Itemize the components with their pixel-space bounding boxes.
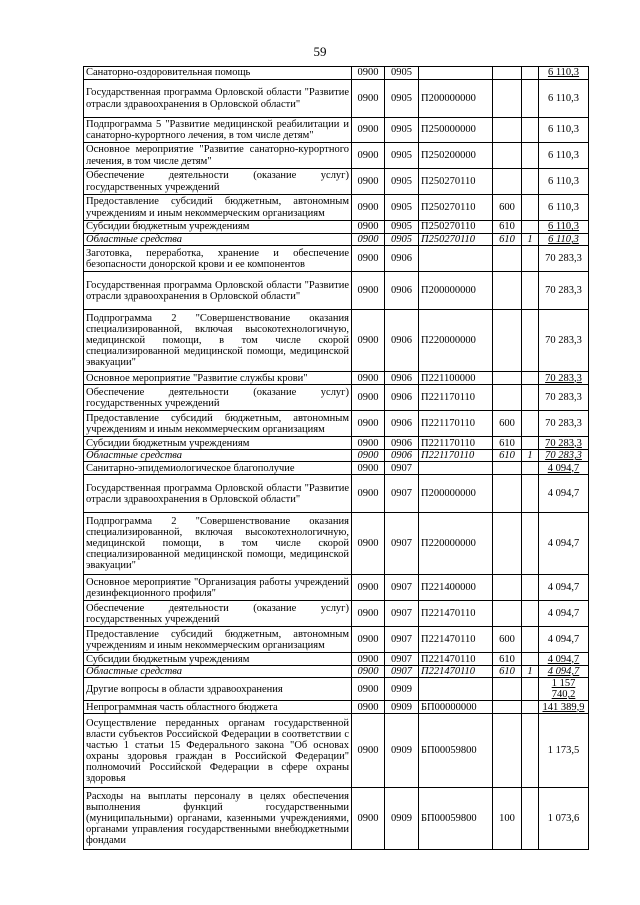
- row-name: Непрограммная часть областного бюджета: [84, 701, 352, 714]
- amount: 4 094,7: [539, 513, 589, 575]
- subsection-code: 0905: [385, 169, 419, 195]
- expense-type-code: 610: [493, 666, 522, 678]
- row-name: Обеспечение деятельности (оказание услуг) государственных учреждений: [84, 169, 352, 195]
- target-article-code: БП00059800: [419, 788, 493, 850]
- section-code: 0900: [352, 450, 385, 462]
- funding-source-code: [522, 372, 539, 385]
- table-row: [84, 627, 589, 653]
- subsection-code: 0905: [385, 118, 419, 143]
- target-article-code: П250270110: [419, 169, 493, 195]
- row-name: Расходы на выплаты персоналу в целях обеспечения выполнения функций государственными (муниципальными) органами, казенными учреждениями, органами управления государственными внебюджетными фондами: [84, 788, 352, 850]
- row-name: Государственная программа Орловской области "Развитие отрасли здравоохранения в Орловской области": [84, 272, 352, 310]
- funding-source-code: 1: [522, 450, 539, 462]
- amount: 70 283,3: [539, 310, 589, 372]
- amount: 141 389,9: [539, 701, 589, 714]
- target-article-code: П221470110: [419, 653, 493, 666]
- page-number: 59: [313, 44, 327, 59]
- target-article-code: П221400000: [419, 575, 493, 601]
- amount: 6 110,3: [539, 118, 589, 143]
- section-code: 0900: [352, 701, 385, 714]
- expense-type-code: [493, 372, 522, 385]
- amount: 6 110,3: [539, 221, 589, 234]
- subsection-code: 0906: [385, 372, 419, 385]
- funding-source-code: [522, 118, 539, 143]
- target-article-code: П221170110: [419, 437, 493, 450]
- row-name: Областные средства: [84, 234, 352, 246]
- funding-source-code: [522, 411, 539, 437]
- funding-source-code: [522, 272, 539, 310]
- funding-source-code: [522, 80, 539, 118]
- expense-type-code: 600: [493, 627, 522, 653]
- funding-source-code: [522, 195, 539, 221]
- amount: 6 110,3: [539, 143, 589, 169]
- table-row: [84, 221, 589, 234]
- section-code: 0900: [352, 385, 385, 411]
- funding-source-code: [522, 627, 539, 653]
- subsection-code: 0909: [385, 788, 419, 850]
- subsection-code: 0906: [385, 272, 419, 310]
- row-name: Обеспечение деятельности (оказание услуг) государственных учреждений: [84, 385, 352, 411]
- expense-type-code: [493, 385, 522, 411]
- amount: 4 094,7: [539, 601, 589, 627]
- funding-source-code: [522, 714, 539, 788]
- section-code: 0900: [352, 653, 385, 666]
- expense-type-code: [493, 118, 522, 143]
- section-code: 0900: [352, 411, 385, 437]
- section-code: 0900: [352, 462, 385, 475]
- target-article-code: БП00000000: [419, 701, 493, 714]
- subsection-code: 0907: [385, 653, 419, 666]
- funding-source-code: [522, 575, 539, 601]
- table-row: [84, 513, 589, 575]
- table-row: [84, 701, 589, 714]
- amount: 1 157 740,2: [539, 678, 589, 701]
- row-name: Предоставление субсидий бюджетным, автономным учреждениям и иным некоммерческим организациям: [84, 627, 352, 653]
- section-code: 0900: [352, 666, 385, 678]
- target-article-code: П220000000: [419, 310, 493, 372]
- section-code: 0900: [352, 513, 385, 575]
- subsection-code: 0906: [385, 450, 419, 462]
- section-code: 0900: [352, 246, 385, 272]
- subsection-code: 0909: [385, 701, 419, 714]
- subsection-code: 0907: [385, 475, 419, 513]
- amount: 4 094,7: [539, 666, 589, 678]
- expense-type-code: 600: [493, 195, 522, 221]
- target-article-code: П200000000: [419, 475, 493, 513]
- funding-source-code: 1: [522, 666, 539, 678]
- section-code: 0900: [352, 195, 385, 221]
- table-row: [84, 462, 589, 475]
- row-name: Подпрограмма 5 "Развитие медицинской реабилитации и санаторно-курортного лечения, в том числе детям": [84, 118, 352, 143]
- expense-type-code: [493, 575, 522, 601]
- amount: 70 283,3: [539, 411, 589, 437]
- amount: 70 283,3: [539, 246, 589, 272]
- amount: 6 110,3: [539, 67, 589, 80]
- amount: 4 094,7: [539, 475, 589, 513]
- target-article-code: П200000000: [419, 272, 493, 310]
- row-name: Субсидии бюджетным учреждениям: [84, 653, 352, 666]
- expense-type-code: [493, 310, 522, 372]
- target-article-code: П221100000: [419, 372, 493, 385]
- expense-type-code: [493, 272, 522, 310]
- table-row: [84, 601, 589, 627]
- expense-type-code: 100: [493, 788, 522, 850]
- row-name: Санаторно-оздоровительная помощь: [84, 67, 352, 80]
- target-article-code: [419, 462, 493, 475]
- row-name: Областные средства: [84, 666, 352, 678]
- expense-type-code: [493, 80, 522, 118]
- target-article-code: П221170110: [419, 411, 493, 437]
- target-article-code: П250270110: [419, 234, 493, 246]
- amount: 70 283,3: [539, 437, 589, 450]
- expense-type-code: [493, 143, 522, 169]
- section-code: 0900: [352, 272, 385, 310]
- section-code: 0900: [352, 575, 385, 601]
- table-row: [84, 437, 589, 450]
- section-code: 0900: [352, 67, 385, 80]
- table-row: [84, 372, 589, 385]
- funding-source-code: [522, 678, 539, 701]
- expense-type-code: 610: [493, 437, 522, 450]
- table-row: [84, 118, 589, 143]
- funding-source-code: [522, 437, 539, 450]
- funding-source-code: 1: [522, 234, 539, 246]
- section-code: 0900: [352, 678, 385, 701]
- target-article-code: БП00059800: [419, 714, 493, 788]
- subsection-code: 0909: [385, 678, 419, 701]
- expense-type-code: [493, 462, 522, 475]
- subsection-code: 0907: [385, 601, 419, 627]
- amount: 70 283,3: [539, 450, 589, 462]
- table-row: [84, 450, 589, 462]
- amount: 70 283,3: [539, 372, 589, 385]
- table-row: [84, 788, 589, 850]
- amount: 6 110,3: [539, 234, 589, 246]
- expense-type-code: [493, 701, 522, 714]
- table-row: [84, 653, 589, 666]
- row-name: Основное мероприятие "Организация работы учреждений дезинфекционного профиля": [84, 575, 352, 601]
- section-code: 0900: [352, 627, 385, 653]
- expense-type-code: [493, 601, 522, 627]
- subsection-code: 0905: [385, 67, 419, 80]
- subsection-code: 0907: [385, 666, 419, 678]
- expense-type-code: [493, 714, 522, 788]
- target-article-code: [419, 67, 493, 80]
- section-code: 0900: [352, 601, 385, 627]
- row-name: Заготовка, переработка, хранение и обеспечение безопасности донорской крови и ее компонентов: [84, 246, 352, 272]
- section-code: 0900: [352, 118, 385, 143]
- section-code: 0900: [352, 310, 385, 372]
- amount: 6 110,3: [539, 169, 589, 195]
- target-article-code: П221470110: [419, 627, 493, 653]
- target-article-code: [419, 678, 493, 701]
- subsection-code: 0906: [385, 437, 419, 450]
- row-name: Санитарно-эпидемиологическое благополучие: [84, 462, 352, 475]
- expense-type-code: 610: [493, 221, 522, 234]
- section-code: 0900: [352, 714, 385, 788]
- section-code: 0900: [352, 372, 385, 385]
- table-row: [84, 385, 589, 411]
- target-article-code: П221170110: [419, 385, 493, 411]
- table-row: [84, 246, 589, 272]
- subsection-code: 0907: [385, 513, 419, 575]
- target-article-code: П250200000: [419, 143, 493, 169]
- subsection-code: 0906: [385, 310, 419, 372]
- section-code: 0900: [352, 143, 385, 169]
- target-article-code: П250270110: [419, 195, 493, 221]
- section-code: 0900: [352, 80, 385, 118]
- expense-type-code: [493, 475, 522, 513]
- expense-type-code: [493, 246, 522, 272]
- subsection-code: 0909: [385, 714, 419, 788]
- subsection-code: 0906: [385, 385, 419, 411]
- expense-type-code: [493, 678, 522, 701]
- target-article-code: П220000000: [419, 513, 493, 575]
- table-row: [84, 272, 589, 310]
- row-name: Областные средства: [84, 450, 352, 462]
- amount: 4 094,7: [539, 653, 589, 666]
- subsection-code: 0907: [385, 575, 419, 601]
- expense-type-code: 600: [493, 411, 522, 437]
- funding-source-code: [522, 385, 539, 411]
- funding-source-code: [522, 143, 539, 169]
- table-row: [84, 169, 589, 195]
- table-row: [84, 714, 589, 788]
- subsection-code: 0905: [385, 80, 419, 118]
- table-row: [84, 234, 589, 246]
- expense-type-code: [493, 513, 522, 575]
- target-article-code: П250000000: [419, 118, 493, 143]
- table-row: [84, 195, 589, 221]
- row-name: Государственная программа Орловской области "Развитие отрасли здравоохранения в Орловской области": [84, 80, 352, 118]
- funding-source-code: [522, 513, 539, 575]
- row-name: Предоставление субсидий бюджетным, автономным учреждениям и иным некоммерческим организациям: [84, 195, 352, 221]
- expense-type-code: 610: [493, 450, 522, 462]
- table-row: [84, 67, 589, 80]
- funding-source-code: [522, 462, 539, 475]
- table-row: [84, 475, 589, 513]
- amount: 4 094,7: [539, 462, 589, 475]
- expense-type-code: [493, 67, 522, 80]
- section-code: 0900: [352, 221, 385, 234]
- subsection-code: 0907: [385, 462, 419, 475]
- table-row: [84, 310, 589, 372]
- section-code: 0900: [352, 437, 385, 450]
- row-name: Подпрограмма 2 "Совершенствование оказания специализированной, включая высокотехнологичную, медицинской помощи, в том числе скорой специализированной медицинской помощи, медицинской эвакуации": [84, 310, 352, 372]
- funding-source-code: [522, 601, 539, 627]
- subsection-code: 0906: [385, 411, 419, 437]
- amount: 4 094,7: [539, 575, 589, 601]
- expense-type-code: [493, 169, 522, 195]
- target-article-code: П221470110: [419, 601, 493, 627]
- amount: 70 283,3: [539, 385, 589, 411]
- funding-source-code: [522, 475, 539, 513]
- subsection-code: 0905: [385, 143, 419, 169]
- budget-table: [83, 66, 589, 850]
- amount: 6 110,3: [539, 195, 589, 221]
- funding-source-code: [522, 221, 539, 234]
- amount: 1 073,6: [539, 788, 589, 850]
- row-name: Субсидии бюджетным учреждениям: [84, 437, 352, 450]
- expense-type-code: 610: [493, 653, 522, 666]
- row-name: Основное мероприятие "Развитие санаторно-курортного лечения, в том числе детям": [84, 143, 352, 169]
- funding-source-code: [522, 246, 539, 272]
- row-name: Предоставление субсидий бюджетным, автономным учреждениям и иным некоммерческим организациям: [84, 411, 352, 437]
- row-name: Субсидии бюджетным учреждениям: [84, 221, 352, 234]
- funding-source-code: [522, 788, 539, 850]
- table-row: [84, 678, 589, 701]
- subsection-code: 0906: [385, 246, 419, 272]
- subsection-code: 0907: [385, 627, 419, 653]
- funding-source-code: [522, 169, 539, 195]
- amount: 1 173,5: [539, 714, 589, 788]
- funding-source-code: [522, 67, 539, 80]
- subsection-code: 0905: [385, 221, 419, 234]
- section-code: 0900: [352, 788, 385, 850]
- target-article-code: П200000000: [419, 80, 493, 118]
- section-code: 0900: [352, 475, 385, 513]
- table-row: [84, 143, 589, 169]
- row-name: Обеспечение деятельности (оказание услуг) государственных учреждений: [84, 601, 352, 627]
- row-name: Государственная программа Орловской области "Развитие отрасли здравоохранения в Орловской области": [84, 475, 352, 513]
- section-code: 0900: [352, 169, 385, 195]
- table-row: [84, 411, 589, 437]
- row-name: Осуществление переданных органам государственной власти субъектов Российской Федерации в соответствии с частью 1 статьи 15 Федерального закона "Об основах охраны здоровья граждан в Российской Федерации" полномочий Российской Федерации в сфере охраны здоровья: [84, 714, 352, 788]
- funding-source-code: [522, 653, 539, 666]
- target-article-code: П250270110: [419, 221, 493, 234]
- row-name: Основное мероприятие "Развитие службы крови": [84, 372, 352, 385]
- table-row: [84, 666, 589, 678]
- target-article-code: [419, 246, 493, 272]
- amount: 4 094,7: [539, 627, 589, 653]
- target-article-code: П221170110: [419, 450, 493, 462]
- subsection-code: 0905: [385, 195, 419, 221]
- funding-source-code: [522, 701, 539, 714]
- section-code: 0900: [352, 234, 385, 246]
- row-name: Другие вопросы в области здравоохранения: [84, 678, 352, 701]
- subsection-code: 0905: [385, 234, 419, 246]
- funding-source-code: [522, 310, 539, 372]
- table-row: [84, 575, 589, 601]
- row-name: Подпрограмма 2 "Совершенствование оказания специализированной, включая высокотехнологичную, медицинской помощи, в том числе скорой специализированной медицинской помощи, медицинской эвакуации": [84, 513, 352, 575]
- expense-type-code: 610: [493, 234, 522, 246]
- amount: 70 283,3: [539, 272, 589, 310]
- amount: 6 110,3: [539, 80, 589, 118]
- table-row: [84, 80, 589, 118]
- target-article-code: П221470110: [419, 666, 493, 678]
